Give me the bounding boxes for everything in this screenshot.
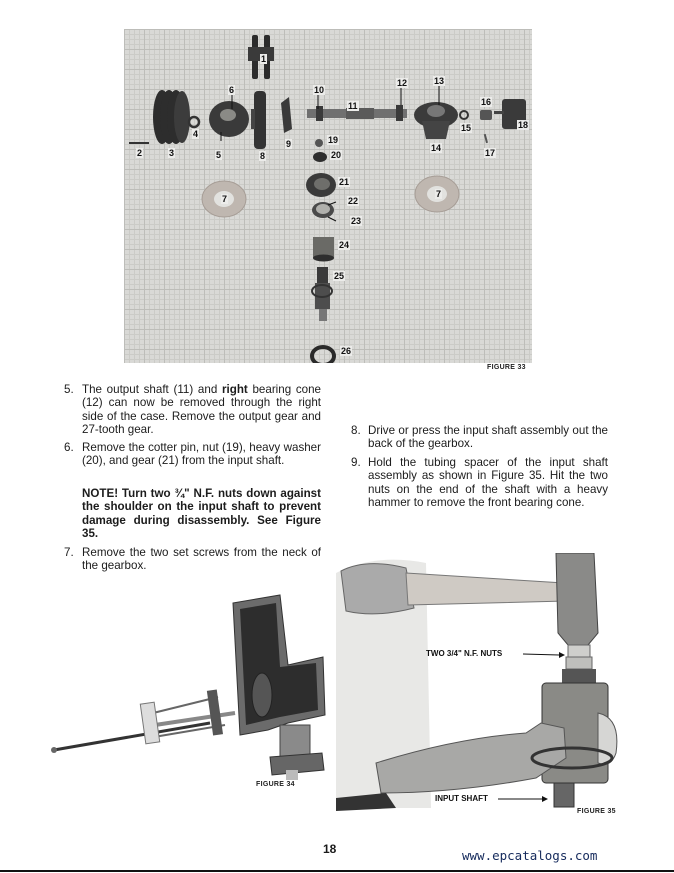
part-19-nut bbox=[315, 139, 323, 147]
part-15-ring bbox=[460, 111, 468, 119]
callout-22: 22 bbox=[348, 196, 359, 206]
callout-21: 21 bbox=[339, 177, 350, 187]
figure-33-exploded-view bbox=[124, 29, 532, 363]
callout-16: 16 bbox=[481, 97, 492, 107]
callout-9: 9 bbox=[286, 139, 292, 149]
part-26-seal bbox=[312, 347, 334, 363]
callout-19: 19 bbox=[328, 135, 339, 145]
part-9-bevel-gear bbox=[281, 97, 292, 133]
part-17-key bbox=[484, 134, 488, 143]
callout-2: 2 bbox=[137, 148, 143, 158]
footer-website-link[interactable]: www.epcatalogs.com bbox=[462, 848, 598, 863]
figure-33-caption: FIGURE 33 bbox=[487, 364, 526, 371]
callout-3: 3 bbox=[169, 148, 175, 158]
step-number: 6. bbox=[64, 441, 74, 454]
part-2-pin bbox=[129, 142, 149, 144]
callout-4: 4 bbox=[193, 129, 199, 139]
part-3-pulley bbox=[153, 90, 190, 144]
note-text: NOTE! Turn two ¾" N.F. nuts down against the shoulder on the input shaft to prevent damage during disassembly. See Figure 35. bbox=[82, 487, 321, 540]
figure-34-photo bbox=[40, 585, 340, 790]
callout-14: 14 bbox=[431, 143, 442, 153]
callout-6: 6 bbox=[229, 85, 235, 95]
step-5 bbox=[64, 383, 321, 437]
part-5-6-hub bbox=[209, 101, 249, 137]
part-25-input-shaft bbox=[312, 267, 332, 321]
step-text: Remove the cotter pin, nut (19), heavy washer (20), and gear (21) from the input shaft. bbox=[82, 441, 321, 468]
step-9 bbox=[351, 456, 608, 512]
step-text: Remove the two set screws from the neck of the gearbox. bbox=[82, 546, 321, 573]
part-4-ring bbox=[189, 117, 199, 127]
callout-7-left: 7 bbox=[222, 194, 228, 204]
label-two-nuts: TWO 3/4" N.F. NUTS bbox=[426, 649, 503, 658]
callout-5: 5 bbox=[216, 150, 222, 160]
figure-35-caption: FIGURE 35 bbox=[577, 808, 616, 815]
label-input-shaft: INPUT SHAFT bbox=[435, 794, 488, 803]
callout-26: 26 bbox=[341, 346, 352, 356]
part-24-spacer bbox=[313, 237, 334, 262]
part-20-washer bbox=[313, 152, 327, 162]
callout-10: 10 bbox=[314, 85, 325, 95]
step-text-part: The output shaft (11) and bbox=[82, 383, 222, 396]
step-6 bbox=[64, 441, 321, 483]
callout-11: 11 bbox=[348, 101, 358, 111]
callout-17: 17 bbox=[485, 148, 496, 158]
callout-24: 24 bbox=[339, 240, 350, 250]
part-13-14-housing bbox=[414, 102, 458, 139]
figure-34-caption: FIGURE 34 bbox=[256, 781, 295, 788]
step-number: 9. bbox=[351, 456, 361, 469]
gearbox-puller-illustration bbox=[40, 585, 340, 790]
note-warning bbox=[82, 487, 321, 543]
emphasis-right: right bbox=[222, 383, 248, 396]
callout-8: 8 bbox=[260, 151, 266, 161]
step-number: 5. bbox=[64, 383, 74, 396]
step-text: Hold the tubing spacer of the input shaft assembly as shown in Figure 35. Hit the two nuts on the end of the shaft with a heavy hammer to remove the front bearing cone. bbox=[368, 456, 608, 509]
part-8-gear bbox=[251, 91, 266, 149]
exploded-parts-illustration bbox=[124, 29, 532, 363]
step-8 bbox=[351, 424, 608, 452]
callout-15: 15 bbox=[461, 123, 472, 133]
arrow-to-shaft-icon bbox=[498, 795, 548, 803]
callout-12: 12 bbox=[397, 78, 408, 88]
callout-1: 1 bbox=[261, 54, 267, 64]
step-text: Drive or press the input shaft assembly out the back of the gearbox. bbox=[368, 424, 608, 451]
callout-18: 18 bbox=[518, 120, 529, 130]
step-text-part: bearing cone (12) can now be removed through the right side of the case. Remove the output gear and 27-tooth gear. bbox=[82, 383, 321, 436]
callout-23: 23 bbox=[351, 216, 362, 226]
callout-13: 13 bbox=[434, 76, 445, 86]
page-number: 18 bbox=[323, 842, 337, 856]
part-16-bushing bbox=[480, 110, 492, 120]
callout-25: 25 bbox=[334, 271, 345, 281]
part-21-gear bbox=[306, 173, 336, 197]
step-text bbox=[82, 383, 321, 436]
step-number: 7. bbox=[64, 546, 74, 559]
callout-7-right: 7 bbox=[436, 189, 442, 199]
hammer-input-shaft-illustration bbox=[336, 553, 626, 815]
figure-35-photo bbox=[336, 553, 626, 815]
arrow-to-nuts-icon bbox=[523, 650, 565, 658]
step-number: 8. bbox=[351, 424, 361, 437]
bottom-divider bbox=[0, 870, 674, 872]
step-7 bbox=[64, 546, 321, 574]
callout-20: 20 bbox=[331, 150, 342, 160]
